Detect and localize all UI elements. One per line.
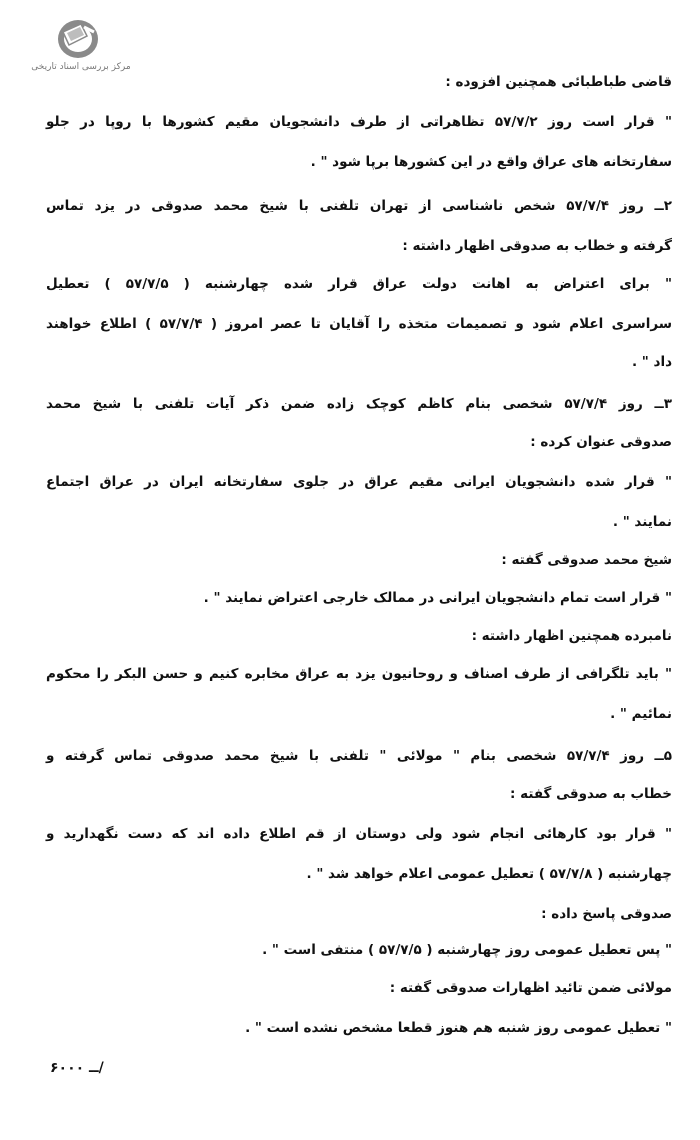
text-line: ۳ــ روز ۵۷/۷/۴ شخصی بنام کاظم کوچک زاده ضمن ذکر آیات تلفنی با شیخ محمد bbox=[46, 396, 672, 412]
text-line: صدوقی پاسخ داده : bbox=[541, 906, 672, 922]
text-line: قاضی طباطبائی همچنین افزوده : bbox=[445, 74, 672, 90]
text-line: سفارتخانه های عراق واقع در این کشورها برپا شود " . bbox=[310, 154, 672, 170]
text-line: چهارشنبه ( ۵۷/۷/۸ ) تعطیل عمومی اعلام خواهد شد " . bbox=[306, 866, 672, 882]
text-line: " تعطیل عمومی روز شنبه هم هنوز قطعا مشخص نشده است " . bbox=[245, 1020, 672, 1036]
text-line: " پس تعطیل عمومی روز چهارشنبه ( ۵۷/۷/۵ ) منتفی است " . bbox=[262, 942, 672, 958]
page-number: ۶ــ ۰۰۰/ bbox=[50, 1060, 104, 1076]
text-line: گرفته و خطاب به صدوقی اظهار داشته : bbox=[402, 238, 672, 254]
text-line: " قرار است روز ۵۷/۷/۲ تظاهراتی از طرف دانشجویان مقیم کشورها با روپا در جلو bbox=[46, 114, 672, 130]
text-line: نامبرده همچنین اظهار داشته : bbox=[471, 628, 672, 644]
text-line: نمایند " . bbox=[612, 514, 672, 530]
text-line: خطاب به صدوقی گفته : bbox=[510, 786, 672, 802]
archive-logo bbox=[20, 18, 142, 80]
text-line: صدوقی عنوان کرده : bbox=[530, 434, 672, 450]
text-line: مولائی ضمن تائید اظهارات صدوقی گفته : bbox=[389, 980, 672, 996]
text-line: " قرار بود کارهائی انجام شود ولی دوستان از قم اطلاع داده اند که دست نگهدارید و bbox=[46, 826, 672, 842]
text-line: " قرار شده دانشجویان ایرانی مقیم عراق در جلوی سفارتخانه ایران در عراق اجتماع bbox=[46, 474, 672, 490]
text-line: ۲ــ روز ۵۷/۷/۴ شخص ناشناسی از تهران تلفنی با شیخ محمد صدوقی در یزد تماس bbox=[46, 198, 672, 214]
text-line: داد " . bbox=[631, 354, 672, 370]
archive-emblem-icon bbox=[54, 18, 100, 62]
text-line: شیخ محمد صدوقی گفته : bbox=[501, 552, 672, 568]
text-line: " باید تلگرافی از طرف اصناف و روحانیون یزد به عراق مخابره کنیم و حسن البکر را محکوم bbox=[46, 666, 672, 682]
text-line: " قرار است تمام دانشجویان ایرانی در ممالک خارجی اعتراض نمایند " . bbox=[203, 590, 672, 606]
text-line: نمائیم " . bbox=[610, 706, 672, 722]
text-line: سراسری اعلام شود و تصمیمات متخذه را آقایان تا عصر امروز ( ۵۷/۷/۴ ) اطلاع خواهند bbox=[46, 316, 672, 332]
archive-name: مرکز بررسی اسناد تاریخی bbox=[31, 62, 131, 72]
text-line: " برای اعتراض به اهانت دولت عراق قرار شده چهارشنبه ( ۵۷/۷/۵ ) تعطیل bbox=[46, 276, 672, 292]
text-line: ۵ــ روز ۵۷/۷/۴ شخصی بنام " مولائی " تلفنی با شیخ محمد صدوقی تماس گرفته و bbox=[46, 748, 672, 764]
